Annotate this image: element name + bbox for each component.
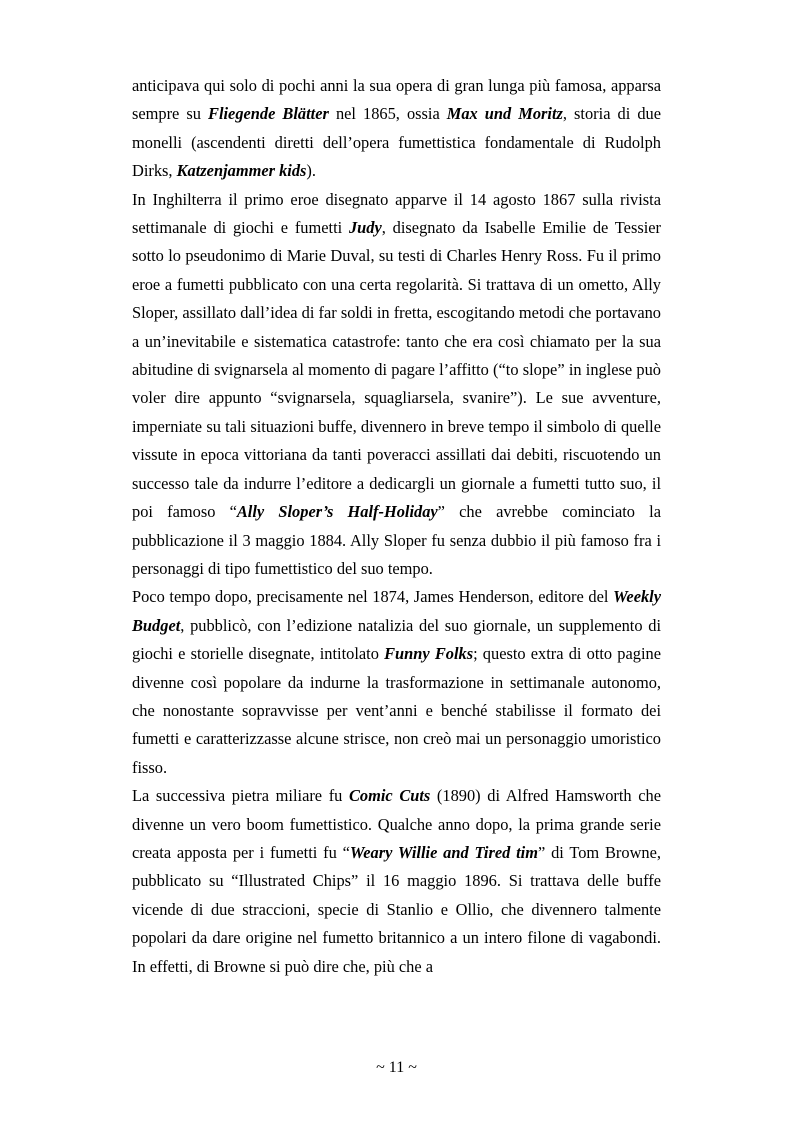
emphasized-title: Ally Sloper’s Half-Holiday	[236, 502, 438, 522]
emphasized-title: Weekly Budget	[132, 587, 661, 635]
text-run: , pubblicò, con l’edizione natalizia del suo giornale, un supplemento di giochi e storielle disegnate, intitolato	[132, 615, 661, 664]
text-run: nel 1865, ossia	[328, 104, 447, 124]
text-run: anticipava qui solo di pochi anni la sua opera di gran lunga più famosa, apparsa sempre su	[132, 76, 661, 124]
text-run: In Inghilterra il primo eroe disegnato apparve il 14 agosto 1867 sulla rivista settimanale di giochi e fumetti	[132, 189, 661, 238]
emphasized-title: Comic Cuts	[348, 786, 431, 806]
paragraph	[132, 186, 661, 584]
paragraph	[132, 583, 661, 782]
emphasized-title: Fliegende Blätter	[208, 104, 329, 124]
text-run: ).	[306, 161, 316, 181]
page-number: ~ 11 ~	[376, 1059, 417, 1076]
text-run: (1890) di Alfred Hamsworth che divenne un vero boom fumettistico. Qualche anno dopo, la prima grande serie creata apposta per i fumetti fu “	[132, 786, 661, 862]
paragraph	[132, 72, 661, 186]
text-run: La successiva pietra miliare fu	[132, 786, 349, 806]
text-run: ” di Tom Browne, pubblicato su “Illustrated Chips” il 16 maggio 1896. Si trattava delle buffe vicende di due straccioni, specie di Stanlio e Ollio, che divennero talmente popolari da dare origine nel fumetto britannico a un intero filone di vagabondi. In effetti, di Browne si può dire che, più che a	[132, 842, 661, 976]
emphasized-title: Judy	[348, 218, 382, 238]
paragraph	[132, 782, 661, 981]
emphasized-title: Katzenjammer kids	[176, 161, 307, 181]
emphasized-title: Weary Willie and Tired tim	[349, 842, 538, 862]
emphasized-title: Funny Folks	[384, 644, 474, 664]
text-run: , storia di due monelli (ascendenti diretti dell’opera fumettistica fondamentale di Rudolph Dirks,	[132, 104, 661, 181]
text-run: Poco tempo dopo, precisamente nel 1874, James Henderson, editore del	[132, 587, 614, 607]
emphasized-title: Max und Moritz	[446, 104, 563, 124]
text-run: ” che avrebbe cominciato la pubblicazione il 3 maggio 1884. Ally Sloper fu senza dubbio il più famoso fra i personaggi di tipo fumettistico del suo tempo.	[132, 502, 662, 578]
body-text	[132, 72, 661, 981]
text-run: ; questo extra di otto pagine divenne così popolare da indurne la trasformazione in settimanale autonomo, che nonostante sopravvisse per vent’anni e benché stabilisse il formato dei fumetti e caratterizzasse alcune strisce, non creò mai un personaggio umoristico fisso.	[132, 644, 661, 777]
text-run: , disegnato da Isabelle Emilie de Tessier sotto lo pseudonimo di Marie Duval, su testi di Charles Henry Ross. Fu il primo eroe a fumetti pubblicato con una certa regolarità. Si trattava di un ometto, Ally Sloper, assillato dall’idea di far soldi in fretta, escogitando metodi che portavano a un’inevitabile e sistematica catastrofe: tanto che era così chiamato per la sua abitudine di svignarsela al momento di pagare l’affitto (“to slope” in inglese può voler dire appunto “svignarsela, squagliarsela, svanire”). Le sue avventure, imperniate su tali situazioni buffe, divennero in breve tempo il simbolo di quelle vissute in epoca vittoriana da tanti poveracci assillati dai debiti, riscuotendo un successo tale da indurre l’editore a dedicargli un giornale a fumetti tutto suo, il poi famoso “	[132, 218, 661, 522]
